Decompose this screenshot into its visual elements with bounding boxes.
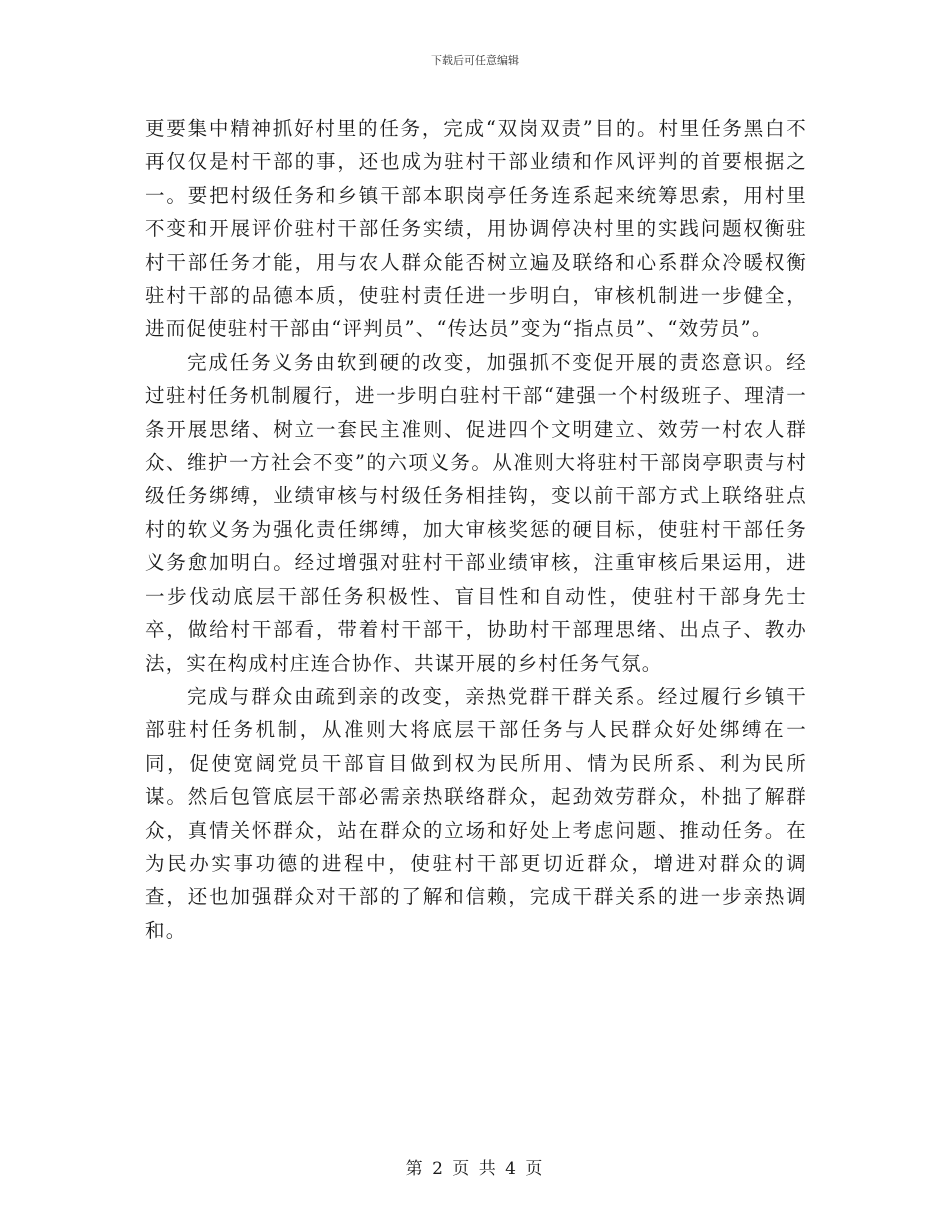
page-header: 下载后可任意编辑: [431, 54, 519, 67]
document-body: [145, 112, 807, 947]
paragraph-responsibility: 完成任务义务由软到硬的改变，加强抓不变促开展的责恣意识。经过驻村任务机制履行，进一步明白驻村干部“建强一个村级班子、理清一条开展思绪、树立一套民主准则、促进四个文明建立、效劳一村农人群众、维护一方社会不变”的六项义务。从准则大将驻村干部岗亭职责与村级任务绑缚，业绩审核与村级任务相挂钩，变以前干部方式上联络驻点村的软义务为强化责任绑缚，加大审核奖惩的硬目标，使驻村干部任务义务愈加明白。经过增强对驻村干部业绩审核，注重审核后果运用，进一步伐动底层干部任务积极性、盲目性和自动性，使驻村干部身先士卒，做给村干部看，带着村干部干，协助村干部理思绪、出点子、教办法，实在构成村庄连合协作、共谋开展的乡村任务气氛。: [145, 350, 807, 675]
page-number-footer: 第 2 页 共 4 页: [405, 1159, 545, 1179]
paragraph-continued: 更要集中精神抓好村里的任务，完成“双岗双责”目的。村里任务黑白不再仅仅是村干部的事，还也成为驻村干部业绩和作风评判的首要根据之一。要把村级任务和乡镇干部本职岗亭任务连系起来统筹思索，用村里不变和开展评价驻村干部任务实绩，用协调停决村里的实践问题权衡驻村干部任务才能，用与农人群众能否树立遍及联络和心系群众冷暖权衡驻村干部的品德本质，使驻村责任进一步明白，审核机制进一步健全，进而促使驻村干部由“评判员”、“传达员”变为“指点员”、“效劳员”。: [145, 117, 807, 341]
paragraph-masses-relation: 完成与群众由疏到亲的改变，亲热党群干群关系。经过履行乡镇干部驻村任务机制，从准则大将底层干部任务与人民群众好处绑缚在一同，促使宽阔党员干部盲目做到权为民所用、情为民所系、利为民所谋。然后包管底层干部必需亲热联络群众，起劲效劳群众，朴拙了解群众，真情关怀群众，站在群众的立场和好处上考虑问题、推动任务。在为民办实事功德的进程中，使驻村干部更切近群众，增进对群众的调查，还也加强群众对干部的了解和信赖，完成干群关系的进一步亲热调和。: [145, 684, 807, 942]
